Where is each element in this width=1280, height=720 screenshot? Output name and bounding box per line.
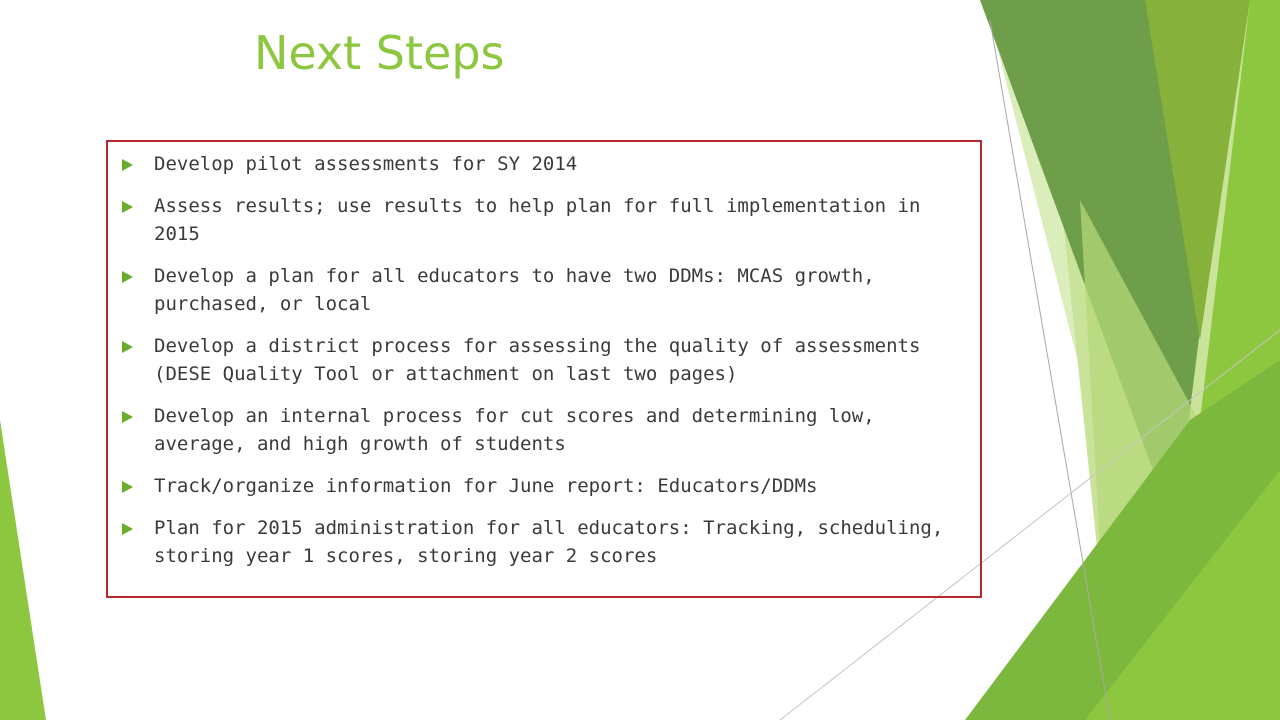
- bullet-item: [122, 150, 967, 178]
- content-box: [106, 140, 982, 598]
- bullet-item: [122, 472, 967, 500]
- bullet-item: [122, 262, 967, 318]
- bullet-text: Track/organize information for June report: Educators/DDMs: [154, 475, 818, 497]
- bullet-text: Develop a district process for assessing the quality of assessments (DESE Quality Tool or attachment on last two pages): [154, 335, 921, 385]
- arrow-right-icon: [122, 201, 133, 213]
- arrow-right-icon: [122, 271, 133, 283]
- arrow-right-icon: [122, 159, 133, 171]
- bullet-item: [122, 332, 967, 388]
- arrow-right-icon: [122, 341, 133, 353]
- bullet-list: [122, 150, 967, 584]
- arrow-right-icon: [122, 411, 133, 423]
- arrow-right-icon: [122, 523, 133, 535]
- bullet-item: [122, 192, 967, 248]
- bullet-text: Assess results; use results to help plan for full implementation in 2015: [154, 195, 921, 245]
- bullet-item: [122, 402, 967, 458]
- bullet-text: Develop an internal process for cut scores and determining low, average, and high growth of students: [154, 405, 875, 455]
- slide-title: Next Steps: [254, 26, 505, 80]
- left-accent-shape: [0, 420, 46, 720]
- bullet-text: Develop pilot assessments for SY 2014: [154, 153, 578, 175]
- bullet-item: [122, 514, 967, 570]
- bullet-text: Plan for 2015 administration for all educators: Tracking, scheduling, storing year 1 scores, storing year 2 scores: [154, 517, 944, 567]
- arrow-right-icon: [122, 481, 133, 493]
- bullet-text: Develop a plan for all educators to have two DDMs: MCAS growth, purchased, or local: [154, 265, 875, 315]
